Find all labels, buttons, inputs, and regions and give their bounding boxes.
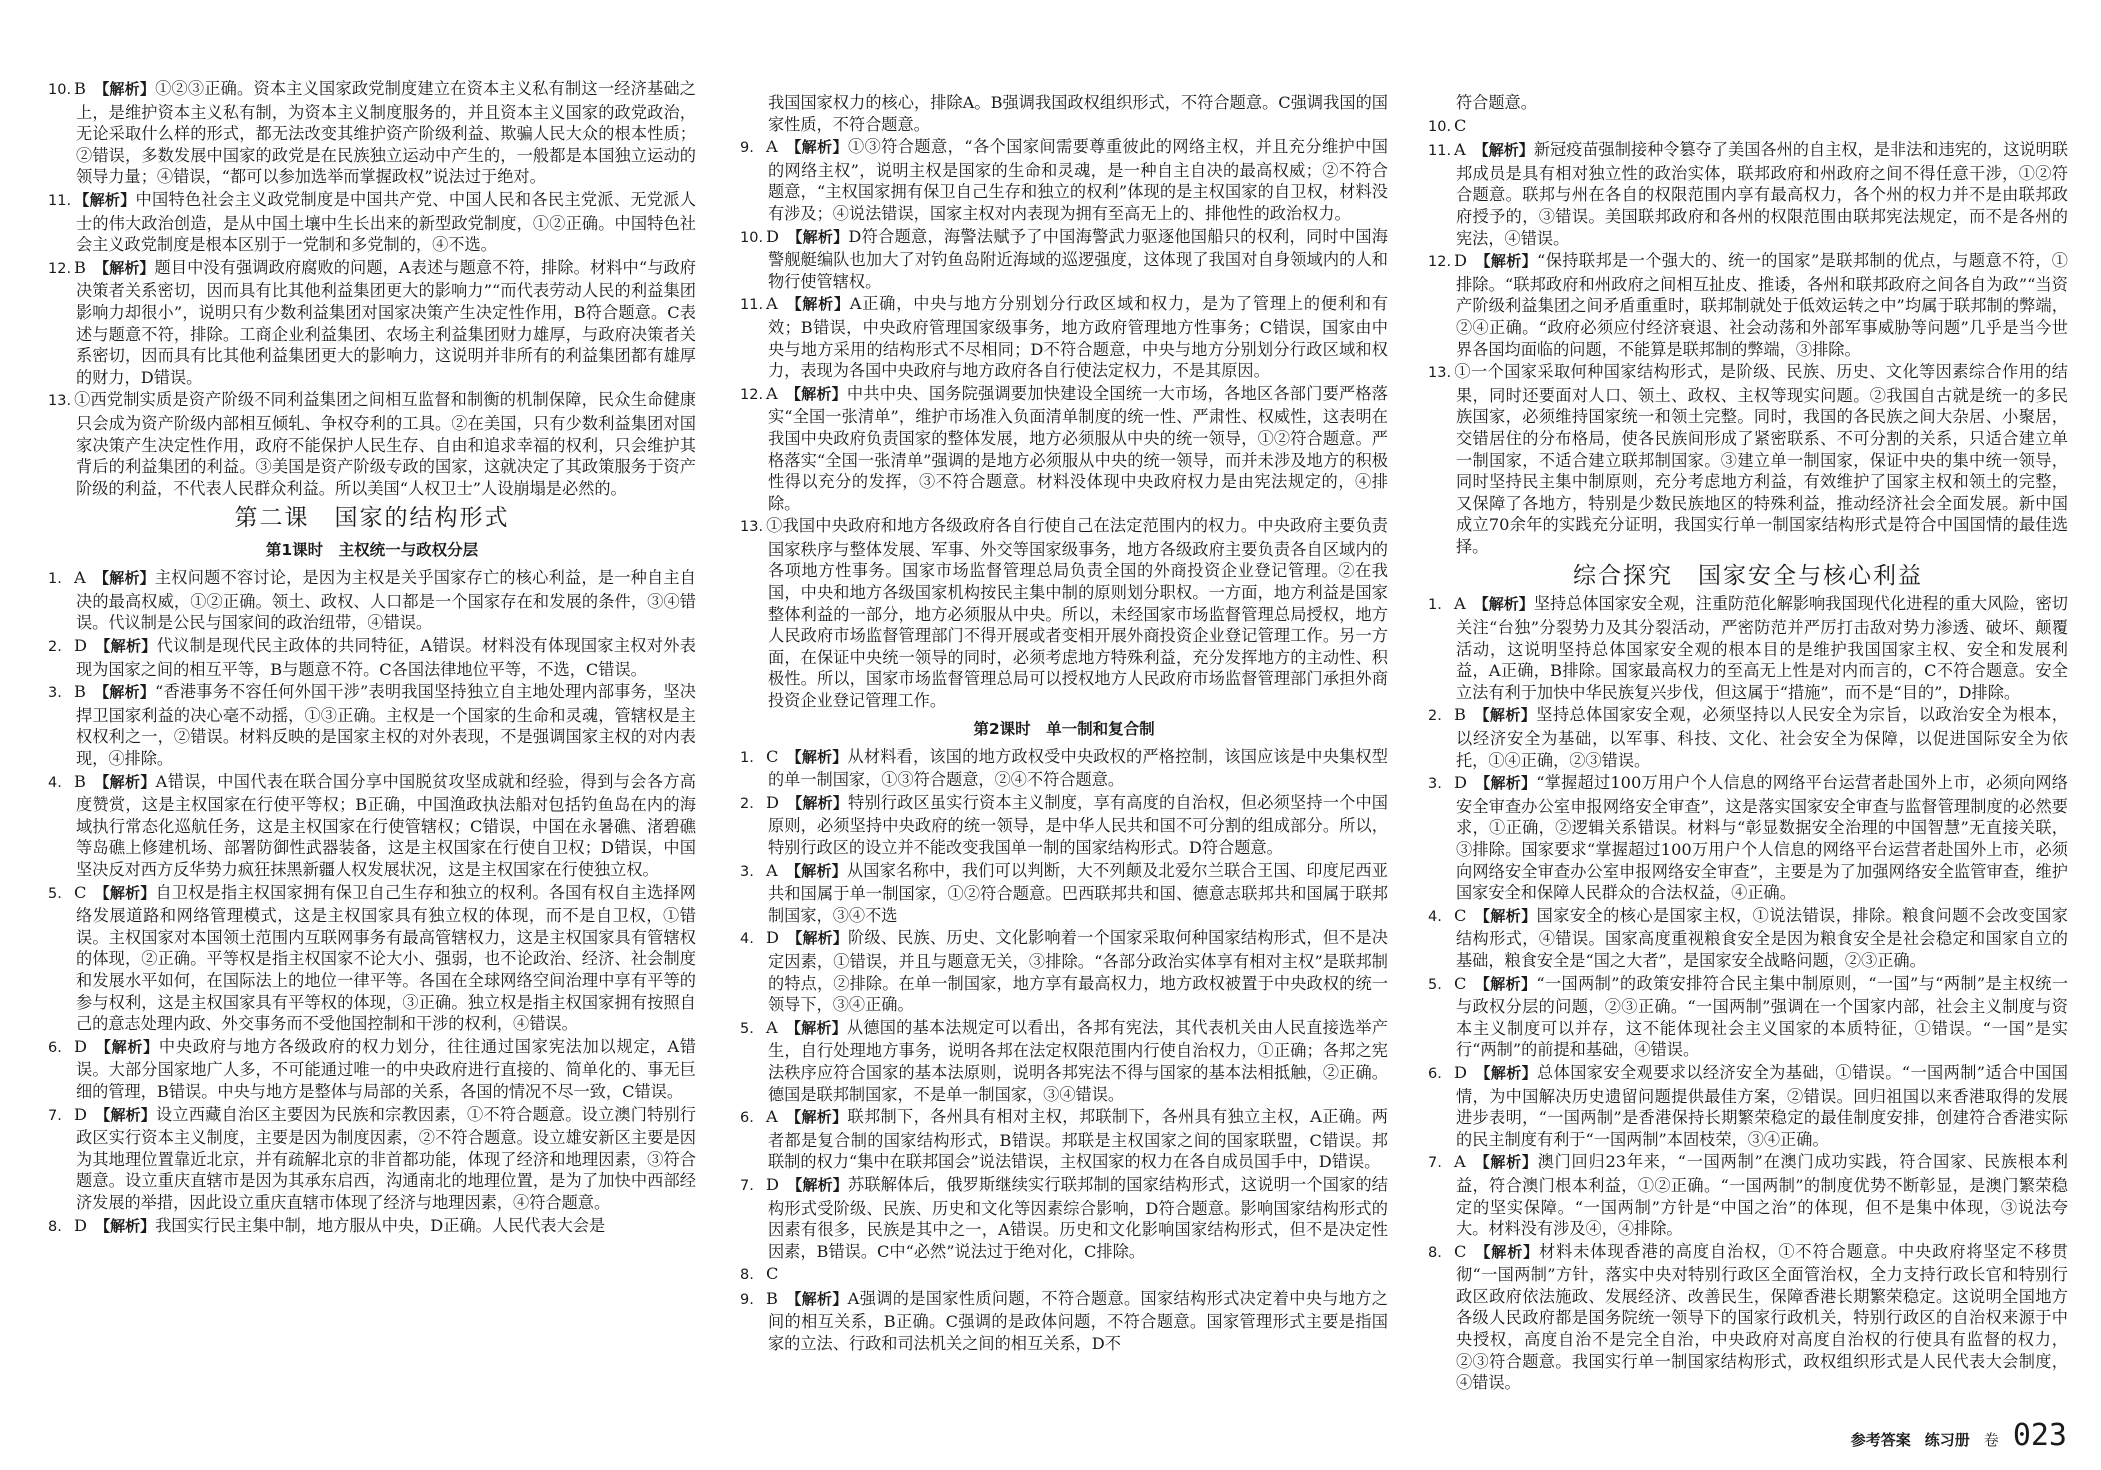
answer-item <box>48 771 696 881</box>
analysis-tag: 【解析】 <box>787 227 849 246</box>
answer-item <box>740 860 1388 927</box>
question-number: 8. <box>1428 1244 1442 1261</box>
analysis-tag: 【解析】 <box>785 1018 847 1037</box>
answer-letter: A <box>766 383 778 403</box>
answer-letter: D <box>766 792 779 812</box>
answer-item <box>740 1106 1388 1173</box>
answer-text: 我国实行民主集中制，地方服从中央，D正确。人民代表大会是 <box>155 1215 606 1235</box>
question-number: 8. <box>740 1267 754 1284</box>
analysis-tag: 【解析】 <box>787 929 848 948</box>
question-number: 3. <box>740 863 754 880</box>
question-number: 5. <box>740 1020 754 1037</box>
question-number: 7. <box>740 1177 754 1194</box>
answer-continuation <box>1428 92 2068 114</box>
answer-item <box>740 792 1388 859</box>
analysis-tag: 【解析】 <box>1474 706 1537 725</box>
question-number: 11. <box>740 297 764 314</box>
answer-text: ①③符合题意，“各个国家间需要尊重彼此的网络主权，并且充分维护中国的网络主权”，说明主权是国家的生命和灵魂，是一种自主自决的最高权威；②不符合题意，“主权国家拥有保卫自己生存和独立的权利”体现的是主权国家的自卫权，材料没有涉及；④说法错误，国家主权对内表现为拥有至高无上的、排他性的政治权力。 <box>768 137 1388 223</box>
answer-letter: B <box>74 771 86 791</box>
answer-text: ①②③正确。资本主义国家政党制度建立在资本主义私有制这一经济基础之上，是维护资本主义私有制，为资本主义制度服务的，并且资本主义国家的政党政治，无论采取什么样的形式，都无法改变其维护资产阶级利益、欺骗人民大众的根本性质；②错误，多数发展中国家的政党是在民族独立运动中产生的，一般都是本国独立运动的领导力量；④错误，“都可以参加选举而掌握政权”说法过于绝对。 <box>76 79 696 187</box>
session-title: 第2课时 单一制和复合制 <box>973 719 1155 738</box>
lesson-title: 第二课 国家的结构形式 <box>234 505 510 532</box>
column-left <box>48 78 696 1239</box>
analysis-tag: 【解析】 <box>94 80 156 98</box>
question-number: 2. <box>1428 708 1442 725</box>
answer-text: 我国国家权力的核心，排除A。B强调我国政权组织形式，不符合题意。C强调我国的国家性质，不符合题意。 <box>768 93 1388 134</box>
answer-letter: A <box>1454 1152 1466 1172</box>
answer-letter: A <box>1454 140 1466 160</box>
answer-text: 从德国的基本法规定可以看出，各邦有宪法，其代表机关由人民直接选举产生，自行处理地方事务，说明各邦在法定权限范围内行使自治权力，①正确；各邦之宪法秩序应符合国家的基本法原则，说明各邦宪法不得与国家的基本法相抵触，②正确。德国是联邦制国家，不是单一制国家，③④错误。 <box>768 1017 1388 1104</box>
question-number: 8. <box>48 1218 62 1235</box>
question-number: 4. <box>1428 908 1442 925</box>
question-number: 13. <box>1428 365 1452 382</box>
question-number: 10. <box>1428 118 1452 135</box>
analysis-tag: 【解析】 <box>94 883 156 902</box>
answer-item <box>1428 361 2068 557</box>
answer-text: 从国家名称中，我们可以判断，大不列颠及北爱尔兰联合王国、印度尼西亚共和国属于单一制国家，①②符合题意。巴西联邦共和国、德意志联邦共和国属于联邦制国家，③④不选 <box>768 860 1388 925</box>
analysis-tag: 【解析】 <box>1473 595 1534 614</box>
answer-item <box>740 1263 1388 1287</box>
question-number: 7. <box>48 1107 62 1124</box>
answer-letter: A <box>74 568 86 588</box>
answer-letter: A <box>1454 594 1466 614</box>
answer-letter: B <box>74 79 86 98</box>
answer-letter: C <box>74 882 87 902</box>
analysis-tag: 【解析】 <box>1475 774 1537 793</box>
answer-letter: D <box>1454 251 1467 271</box>
answer-letter: C <box>766 1264 779 1284</box>
answer-text: ①我国中央政府和地方各级政府各自行使自己在法定范围内的权力。中央政府主要负责国家秩序与整体发展、军事、外交等国家级事务，地方各级政府主要负责各自区域内的各项地方性事务。国家市场监督管理总局负责全国的外商投资企业登记管理。②在我国，中央和地方各级国家机构按民主集中制的原则划分职权。一方面，地方利益是国家整体利益的一部分，地方必须服从中央。所以，未经国家市场监督管理总局授权，地方人民政府市场监督管理部门不得开展或者变相开展外商投资企业登记管理工作。另一方面，在保证中央统一领导的同时，必须考虑地方特殊利益，充分发挥地方的主动性、积极性。所以，国家市场监督管理总局可以授权地方人民政府市场监督管理部门承担外商投资企业登记管理工作。 <box>766 516 1388 711</box>
analysis-tag: 【解析】 <box>1475 252 1538 271</box>
question-number: 10. <box>740 229 764 246</box>
answer-text: 国家安全的核心是国家主权，①说法错误，排除。粮食问题不会改变国家结构形式，④错误。国家高度重视粮食安全是因为粮食安全是社会稳定和国家自立的基础，粮食安全是“国之大者”，是国家安全战略问题，②③正确。 <box>1456 905 2068 970</box>
answer-letter: A <box>766 860 778 880</box>
question-number: 1. <box>1428 597 1442 614</box>
answer-item <box>1428 905 2068 972</box>
question-number: 5. <box>1428 976 1442 993</box>
answer-item <box>1428 115 2068 139</box>
answer-item <box>740 136 1388 224</box>
answer-letter: C <box>1454 973 1467 993</box>
answer-item <box>48 1104 696 1214</box>
analysis-tag: 【解析】 <box>785 384 847 403</box>
analysis-tag: 【解析】 <box>1475 1063 1538 1082</box>
answer-text: 自卫权是指主权国家拥有保卫自己生存和独立的权利。各国有权自主选择网络发展道路和网络管理模式，这是主权国家具有独立权的体现，而不是自卫权，①错误。主权国家对本国领土范围内互联网事务有最高管辖权力，这是主权国家具有管辖权的体现，②正确。平等权是指主权国家不论大小、强弱，也不论政治、经济、社会制度和发展水平如何，在国际法上的地位一律平等。各国在全球网络空间治理中享有平等的参与权利，这是主权国家具有平等权的体现，③正确。独立权是指主权国家拥有按照自己的意志处理内政、外交事务而不受他国控制和干涉的权利，④错误。 <box>76 882 696 1034</box>
answer-item <box>48 1215 696 1239</box>
answer-item <box>1428 1241 2068 1394</box>
analysis-tag: 【解析】 <box>93 569 155 588</box>
answer-item <box>1428 1151 2068 1239</box>
answer-letter: D <box>766 1174 779 1194</box>
analysis-tag: 【解析】 <box>1473 141 1534 160</box>
answer-letter: D <box>74 1215 87 1235</box>
answer-text: 苏联解体后，俄罗斯继续实行联邦制的国家结构形式，这说明一个国家的结构形式受阶级、民族、历史和文化等因素综合影响，D符合题意。影响国家结构形式的因素有很多，民族是其中之一，A错误。历史和文化影响国家结构形式，但不是决定性因素，B错误。C中“必然”说法过于绝对化，C排除。 <box>768 1174 1388 1261</box>
question-number: 9. <box>740 1291 754 1308</box>
answer-item <box>740 515 1388 711</box>
question-number: 4. <box>48 774 62 791</box>
answer-text: “香港事务不容任何外国干涉”表明我国坚持独立自主地处理内部事务，坚决捍卫国家利益的决心毫不动摇，①③正确。主权是一个国家的生命和灵魂，管辖权是主权权利之一，②错误。材料反映的是国家主权的对外表现，不是强调国家主权的对内表现，④排除。 <box>76 682 696 769</box>
analysis-tag: 【解析】 <box>786 747 848 766</box>
answer-item <box>1428 593 2068 703</box>
answer-item <box>1428 139 2068 249</box>
answer-item <box>1428 772 2068 904</box>
analysis-tag: 【解析】 <box>1474 974 1537 993</box>
answer-text: 设立西藏自治区主要因为民族和宗教因素，①不符合题意。设立澳门特别行政区实行资本主义制度，主要是因为制度因素，②不符合题意。设立雄安新区主要是因为其地理位置靠近北京，并有疏解北京的非首都功能，体现了经济和地理因素，③符合题意。设立重庆直辖市是因为其承东启西，沟通南北的地理位置，是为了加快中西部经济发展的举措，因此设立重庆直辖市体现了经济与地理因素，④符合题意。 <box>76 1104 696 1212</box>
answer-text: 特别行政区虽实行资本主义制度，享有高度的自治权，但必须坚持一个中国原则，必须坚持中央政府的统一领导，是中华人民共和国不可分割的组成部分。所以，特别行政区的设立并不能改变我国单一制的国家结构形式。D符合题意。 <box>768 792 1388 857</box>
analysis-tag: 【解析】 <box>94 772 156 791</box>
answer-letter: D <box>74 1036 87 1056</box>
answer-text: 中国特色社会主义政党制度是中国共产党、中国人民和各民主党派、无党派人士的伟大政治创造，是从中国土壤中生长出来的新型政党制度，①②正确。中国特色社会主义政党制度是根本区别于一党制和多党制的，④不选。 <box>76 189 696 255</box>
answer-letter: B <box>74 682 86 702</box>
answer-text: “保持联邦是一个强大的、统一的国家”是联邦制的优点，与题意不符，①排除。“联邦政府和州政府之间相互扯皮、推诿，各州和联邦政府之间各自为政”“当资产阶级利益集团之间矛盾重重时，联邦制就处于低效运转之中”均属于联邦制的弊端，②④正确。“政府必须应付经济衰退、社会动荡和外部军事威胁等问题”几乎是当今世界各国均面临的问题，不能算是联邦制的弊端，③排除。 <box>1456 251 2068 359</box>
answer-continuation <box>740 92 1388 135</box>
question-number: 6. <box>740 1110 754 1127</box>
answer-item <box>48 1036 696 1103</box>
answer-letter: C <box>1454 115 1467 135</box>
analysis-tag: 【解析】 <box>1473 1153 1538 1172</box>
answer-letter: A <box>766 1017 778 1037</box>
analysis-tag: 【解析】 <box>785 295 850 314</box>
answer-item <box>48 681 696 769</box>
answer-letter: D <box>766 226 779 246</box>
answer-letter: D <box>74 1104 87 1124</box>
question-number: 5. <box>48 885 62 902</box>
answer-text: 材料未体现香港的高度自治权，①不符合题意。中央政府将坚定不移贯彻“一国两制”方针，落实中央对特别行政区全面管治权，全力支持行政长官和特别行政区政府依法施政、发展经济、改善民生，保障香港长期繁荣稳定。这说明全国地方各级人民政府都是国务院统一领导下的国家行政机关，特别行政区的自治权来源于中央授权，高度自治不是完全自治，中央政府对高度自治权的行使具有监督的权力，②③符合题意。我国实行单一制国家结构形式，政权组织形式是人民代表大会制度，④错误。 <box>1456 1241 2068 1393</box>
analysis-tag: 【解析】 <box>785 861 847 880</box>
analysis-tag: 【解析】 <box>95 637 157 656</box>
question-number: 1. <box>740 749 754 766</box>
question-number: 3. <box>1428 776 1442 793</box>
answer-item <box>48 567 696 634</box>
answer-item <box>48 189 696 256</box>
footer-volume: 卷 <box>1983 1431 1999 1449</box>
analysis-tag: 【解析】 <box>95 1105 156 1124</box>
answer-item <box>1428 973 2068 1061</box>
question-number: 11. <box>1428 143 1452 160</box>
answer-item <box>48 257 696 389</box>
answer-item <box>740 927 1388 1015</box>
answer-letter: A <box>766 137 778 157</box>
page-number: 023 <box>2012 1418 2067 1453</box>
answer-item <box>740 746 1388 791</box>
answer-item <box>48 882 696 1035</box>
answer-letter: B <box>74 257 86 277</box>
question-number: 10. <box>48 82 72 98</box>
question-number: 3. <box>48 685 62 702</box>
analysis-tag: 【解析】 <box>786 1289 848 1308</box>
answer-item <box>740 1288 1388 1355</box>
answer-text: A错误，中国代表在联合国分享中国脱贫攻坚成就和经验，得到与会各方高度赞赏，这是主权国家在行使平等权；B正确，中国渔政执法船对包括钓鱼岛在内的海域执行常态化巡航任务，这是主权国家在行使管辖权；C错误，中国在永暑礁、渚碧礁等岛礁上修建机场、部署防御性武器装备，这是主权国家在行使自卫权；D错误，中国坚决反对西方反华势力疯狂抹黑新疆人权发展状况，这是主权国家在行使独立权。 <box>76 771 696 879</box>
analysis-tag: 【解析】 <box>94 258 155 277</box>
answer-text: 坚持总体国家安全观，必须坚持以人民安全为宗旨，以政治安全为根本，以经济安全为基础，以军事、科技、文化、社会安全为保障，以促进国际安全为依托，①④正确，②③错误。 <box>1456 705 2068 770</box>
answer-text: “掌握超过100万用户个人信息的网络平台运营者赴国外上市，必须向网络安全审查办公室申报网络安全审查”，这是落实国家安全审查与监督管理制度的必然要求，①正确，②逻辑关系错误。材料与“彰显数据安全治理的中国智慧”无直接关联，③排除。国家要求“掌握超过100万用户个人信息的网络平台运营者赴国外上市，必须向网络安全审查办公室申报网络安全审查”，主要是为了加强网络安全监管审查，维护国家安全和保障人民群众的合法权益，④正确。 <box>1456 773 2068 903</box>
answer-letter: B <box>1454 705 1466 725</box>
analysis-tag: 【解析】 <box>94 683 155 702</box>
page-footer <box>1851 1418 2067 1453</box>
answer-text: 主权问题不容讨论，是因为主权是关乎国家存亡的核心利益，是一种自主自决的最高权威，①②正确。领土、政权、人口都是一个国家存在和发展的条件，③④错误。代议制是公民与国家间的政治纽带，④错误。 <box>76 568 696 633</box>
answer-text: 代议制是现代民主政体的共同特征，A错误。材料没有体现国家主权对外表现为国家之间的相互平等，B与题意不符。C各国法律地位平等，不选，C错误。 <box>76 636 696 679</box>
answer-text: A强调的是国家性质问题，不符合题意。国家结构形式决定着中央与地方之间的相互关系，B正确。C强调的是政体问题，不符合题意。国家管理形式主要是指国家的立法、行政和司法机关之间的相互关系，D不 <box>768 1288 1388 1354</box>
answer-text: 符合题意。 <box>1456 93 1537 112</box>
answer-text: D符合题意，海警法赋予了中国海警武力驱逐他国船只的权利，同时中国海警舰艇编队也加大了对钓鱼岛附近海域的巡逻强度，这体现了我国对自身领域内的人和物行使管辖权。 <box>768 226 1388 291</box>
column-right <box>1428 92 2068 1395</box>
answer-item <box>48 78 696 188</box>
answer-letter: B <box>766 1288 778 1308</box>
analysis-tag: 【解析】 <box>787 793 848 812</box>
answer-text: 坚持总体国家安全观，注重防范化解影响我国现代化进程的重大风险，密切关注“台独”分裂势力及其分裂活动，严密防范并严厉打击敌对势力渗透、破坏、颠覆活动，这说明坚持总体国家安全观的根本目的是维护我国国家主权、安全和发展利益，A正确，B排除。国家最高权力的至高无上性是对内而言的，C不符合题意。安全立法有利于加快中华民族复兴步伐，但这属于“措施”，而不是“目的”，D排除。 <box>1456 594 2068 702</box>
answer-text: 中央政府与地方各级政府的权力划分，往往通过国家宪法加以规定，A错误。大部分国家地广人多，不可能通过唯一的中央政府进行直接的、简单化的、事无巨细的管理，B错误。中央与地方是整体与局部的关系，各国的情况不尽一致，C错误。 <box>76 1036 696 1101</box>
answer-text: 澳门回归23年来，“一国两制”在澳门成功实践，符合国家、民族根本利益，符合澳门根本利益，①②正确。“一国两制”的制度优势不断彰显，是澳门繁荣稳定的坚实保障。“一国两制”方针是“中国之治”的体现，但不是集中体现，③说法夸大。材料没有涉及④，④排除。 <box>1456 1152 2068 1239</box>
question-number: 12. <box>1428 254 1452 271</box>
column-middle <box>740 92 1388 1356</box>
question-number: 11. <box>48 192 72 209</box>
answer-text: 联邦制下，各州具有相对主权，邦联制下，各州具有独立主权，A正确。两者都是复合制的国家结构形式，B错误。邦联是主权国家之间的国家联盟，C错误。邦联制的权力“集中在联邦国会”说法错误，主权国家的权力在各自成员国手中，D错误。 <box>768 1107 1388 1172</box>
answer-item <box>1428 250 2068 360</box>
answer-letter: C <box>766 746 779 766</box>
analysis-tag: 【解析】 <box>95 1037 159 1056</box>
analysis-tag: 【解析】 <box>1474 906 1537 925</box>
answer-letter: A <box>766 294 778 314</box>
question-number: 2. <box>48 639 62 656</box>
answer-letter: D <box>1454 773 1467 793</box>
answer-letter: C <box>1454 905 1467 925</box>
question-number: 13. <box>48 393 72 410</box>
question-number: 12. <box>740 386 764 403</box>
question-number: 4. <box>740 931 754 948</box>
answer-letter: C <box>1454 1241 1467 1261</box>
answer-text: 中共中央、国务院强调要加快建设全国统一大市场，各地区各部门要严格落实“全国一张清单”，维护市场准入负面清单制度的统一性、严肃性、权威性，这表明在我国中央政府负责国家的整体发展，地方必须服从中央的统一领导，①②符合题意。严格落实“全国一张清单”强调的是地方必须服从中央的统一领导，而并未涉及地方的积极性得以充分的发挥，③不符合题意。材料没体现中央政府权力是由宪法规定的，④排除。 <box>768 383 1388 513</box>
answer-letter: D <box>1454 1062 1467 1082</box>
question-number: 7. <box>1428 1155 1442 1172</box>
analysis-tag: 【解析】 <box>1474 1242 1540 1261</box>
answer-text: 总体国家安全观要求以经济安全为基础，①错误。“一国两制”适合中国国情，为中国解决历史遗留问题提供最佳方案，②错误。回归祖国以来香港取得的发展进步表明，“一国两制”是香港保持长期繁荣稳定的最佳制度安排，创建符合香港实际的民主制度有利于“一国两制”本固枝荣，③④正确。 <box>1456 1062 2068 1149</box>
answer-item <box>1428 1062 2068 1150</box>
answer-text: 题目中没有强调政府腐败的问题，A表述与题意不符，排除。材料中“与政府决策者关系密切，因而具有比其他利益集团更大的影响力”“而代表劳动人民的利益集团影响力却很小”，说明只有少数利益集团对国家决策产生决定性作用，B符合题意。C表述与题意不符，排除。工商企业利益集团、农场主利益集团财力雄厚，与政府决策者关系密切，因而具有比其他利益集团更大的影响力，这说明并非所有的利益集团都有雄厚的财力，D错误。 <box>76 257 696 387</box>
answer-letter: D <box>766 928 779 948</box>
question-number: 13. <box>740 519 764 536</box>
answer-text: 阶级、民族、历史、文化影响着一个国家采取何种国家结构形式，但不是决定因素，①错误，并且与题意无关，③排除。“各部分政治实体享有相对主权”是联邦制的特点，②排除。在单一制国家，地方享有最高权力，地方政权被置于中央政权的统一领导下，③④正确。 <box>768 928 1388 1015</box>
question-number: 12. <box>48 260 72 277</box>
answer-letter: D <box>74 636 87 656</box>
answer-item <box>740 383 1388 515</box>
session-title: 第1课时 主权统一与政权分层 <box>265 541 479 560</box>
analysis-tag: 【解析】 <box>785 138 848 157</box>
answer-text: 从材料看，该国的地方政权受中央政权的严格控制，该国应该是中央集权型的单一制国家，①③符合题意，②④不符合题意。 <box>768 746 1388 790</box>
answer-item <box>1428 704 2068 771</box>
lesson-title: 综合探究 国家安全与核心利益 <box>1573 563 1923 590</box>
analysis-tag: 【解析】 <box>785 1108 848 1127</box>
question-number: 6. <box>1428 1065 1442 1082</box>
answer-item <box>740 1017 1388 1105</box>
footer-workbook: 练习册 <box>1924 1431 1970 1449</box>
answer-text: ①一个国家采取何种国家结构形式，是阶级、民族、历史、文化等因素综合作用的结果，同时还要面对人口、领土、政权、主权等现实问题。②我国自古就是统一的多民族国家，必须维持国家统一和领土完整。同时，我国的各民族之间大杂居、小聚居，交错居住的分布格局，使各民族间形成了紧密联系、不可分割的关系，只适合建立单一制国家，不适合建立联邦制国家。③建立单一制国家，保证中央的集中统一领导，同时坚持民主集中制原则，充分考虑地方利益，有效维护了国家主权和领土的完整，又保障了各地方，特别是少数民族地区的特殊利益，推动经济社会全面发展。新中国成立70余年的实践充分证明，我国实行单一制国家结构形式是符合中国国情的最佳选择。 <box>1454 362 2068 556</box>
question-number: 2. <box>740 795 754 812</box>
answer-item <box>48 635 696 680</box>
answer-item <box>740 226 1388 293</box>
answer-item <box>48 389 696 499</box>
answer-item <box>740 1174 1388 1262</box>
question-number: 9. <box>740 140 754 157</box>
question-number: 6. <box>48 1039 62 1056</box>
analysis-tag: 【解析】 <box>74 190 136 209</box>
analysis-tag: 【解析】 <box>95 1216 156 1235</box>
question-number: 1. <box>48 571 62 588</box>
answer-text: 新冠疫苗强制接种令篡夺了美国各州的自主权，是非法和违宪的，这说明联邦成员是具有相对独立性的政治实体，联邦政府和州政府之间不得任意干涉，①②符合题意。联邦与州在各自的权限范围内享有最高权力，各个州的权力并不是由联邦政府授予的，③错误。美国联邦政府和各州的权限范围由联邦宪法规定，而不是各州的宪法，④错误。 <box>1456 140 2068 248</box>
footer-reference-answer: 参考答案 <box>1850 1431 1911 1449</box>
answer-letter: A <box>766 1107 778 1127</box>
answer-text: A正确，中央与地方分别划分行政区域和权力，是为了管理上的便利和有效；B错误，中央政府管理国家级事务，地方政府管理地方性事务；C错误，国家由中央与地方采用的结构形式不尽相同；D不符合题意，中央与地方分别划分行政区域和权力，表现为各国中央政府与地方政府各自行使法定权力，不是其原因。 <box>768 294 1388 381</box>
answer-item <box>740 293 1388 381</box>
analysis-tag: 【解析】 <box>787 1175 848 1194</box>
answer-text: ①西党制实质是资产阶级不同利益集团之间相互监督和制衡的机制保障，民众生命健康只会成为资产阶级内部相互倾轧、争权夺利的工具。②在美国，只有少数利益集团对国家决策产生决定性作用，政府不能保护人民生存、自由和追求幸福的权利，只会维护其背后的利益集团的利益。③美国是资产阶级专政的国家，这就决定了其政策服务于资产阶级的利益，不代表人民群众利益。所以美国“人权卫士”人设崩塌是必然的。 <box>74 390 696 498</box>
answer-text: “一国两制”的政策安排符合民主集中制原则，“一国”与“两制”是主权统一与政权分层的问题，②③正确。“一国两制”强调在一个国家内部，社会主义制度与资本主义制度可以并存，这不能体现社会主义国家的本质特征，①错误。“一国”是实行“两制”的前提和基础，④错误。 <box>1456 973 2068 1060</box>
